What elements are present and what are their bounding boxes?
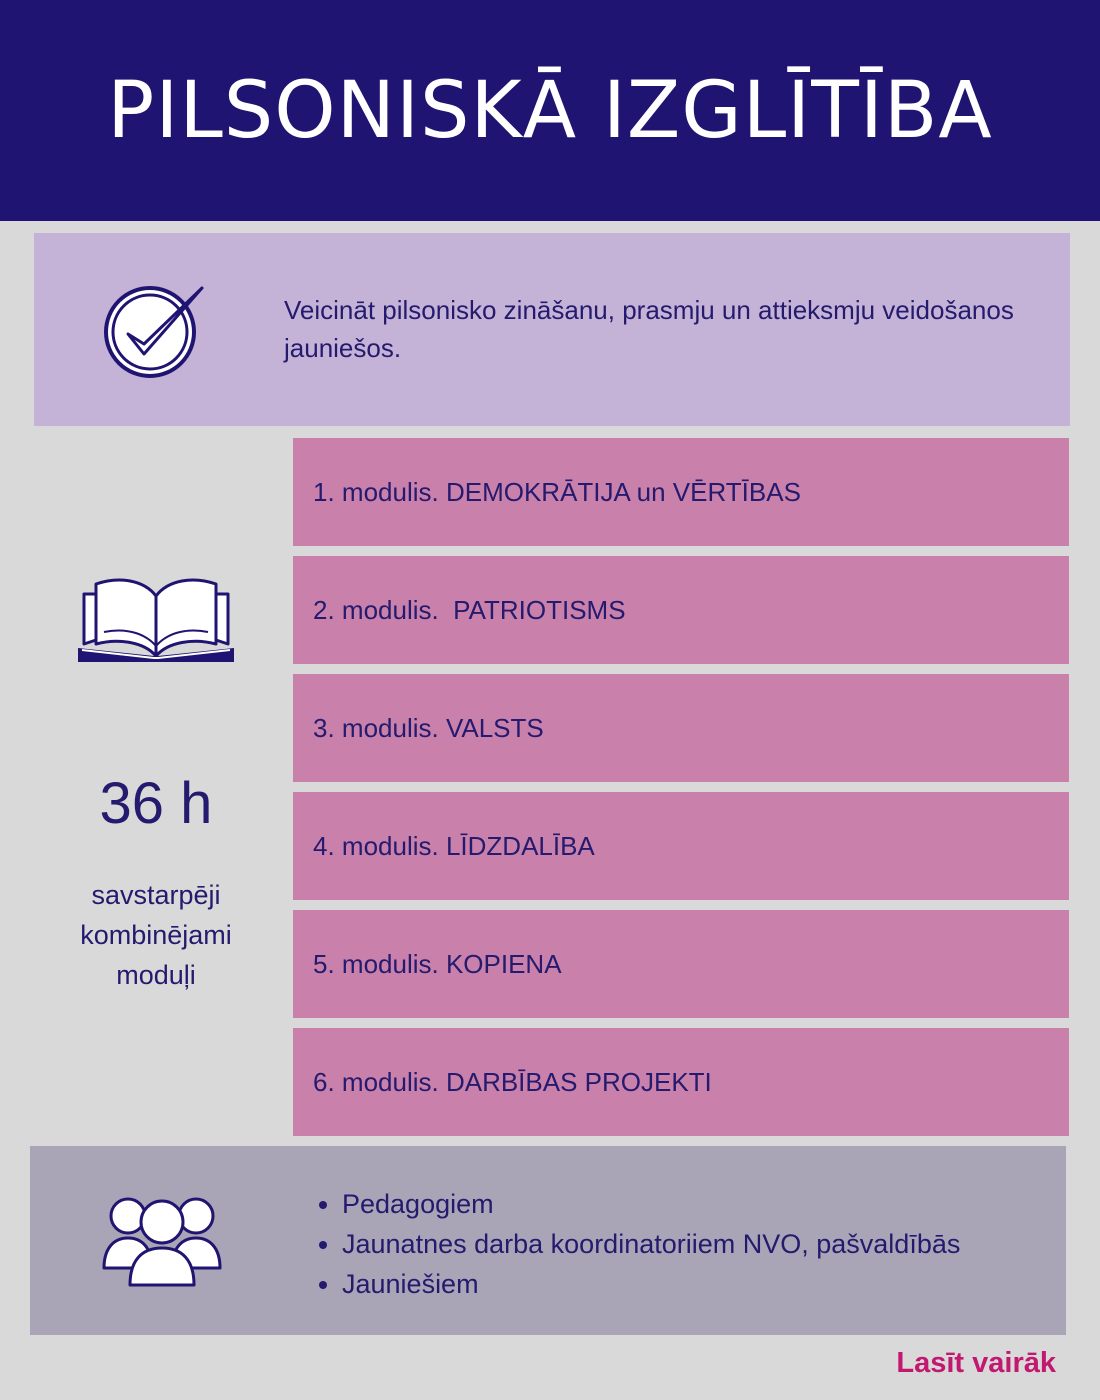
people-group-icon bbox=[102, 1196, 222, 1288]
check-circle-icon bbox=[100, 278, 210, 383]
audience-item: • Pedagogiem bbox=[342, 1184, 960, 1224]
module-label: 6. modulis. DARBĪBAS PROJEKTI bbox=[313, 1066, 712, 1097]
description-line: savstarpēji bbox=[91, 880, 221, 910]
module-label: 3. modulis. VALSTS bbox=[313, 712, 544, 743]
module-item-6[interactable] bbox=[293, 1028, 1069, 1136]
read-more-link[interactable]: Lasīt vairāk bbox=[896, 1347, 1056, 1379]
module-item-2[interactable] bbox=[293, 556, 1069, 664]
total-hours: 36 h bbox=[99, 771, 213, 836]
audience-list bbox=[308, 1184, 960, 1304]
module-item-5[interactable] bbox=[293, 910, 1069, 1018]
goal-panel bbox=[34, 233, 1070, 426]
modules-description bbox=[34, 875, 278, 995]
module-item-4[interactable] bbox=[293, 792, 1069, 900]
page-title: PILSONISKĀ IZGLĪTĪBA bbox=[107, 65, 993, 156]
module-label: 4. modulis. LĪDZDALĪBA bbox=[313, 830, 595, 861]
audience-item: • Jaunatnes darba koordinatoriiem NVO, pašvaldībās bbox=[342, 1224, 960, 1264]
audience-panel bbox=[30, 1146, 1066, 1335]
module-item-1[interactable] bbox=[293, 438, 1069, 546]
description-line: kombinējami bbox=[80, 920, 232, 950]
header-banner bbox=[0, 0, 1100, 221]
open-book-icon bbox=[74, 572, 238, 668]
module-label: 5. modulis. KOPIENA bbox=[313, 948, 562, 979]
module-item-3[interactable] bbox=[293, 674, 1069, 782]
module-label: 2. modulis. PATRIOTISMS bbox=[313, 594, 626, 625]
module-label: 1. modulis. DEMOKRĀTIJA un VĒRTĪBAS bbox=[313, 476, 801, 507]
description-line: moduļi bbox=[116, 960, 196, 990]
audience-item: • Jauniešiem bbox=[342, 1264, 960, 1304]
goal-text: Veicināt pilsonisko zināšanu, prasmju un attieksmju veidošanos jauniešos. bbox=[284, 295, 1014, 363]
